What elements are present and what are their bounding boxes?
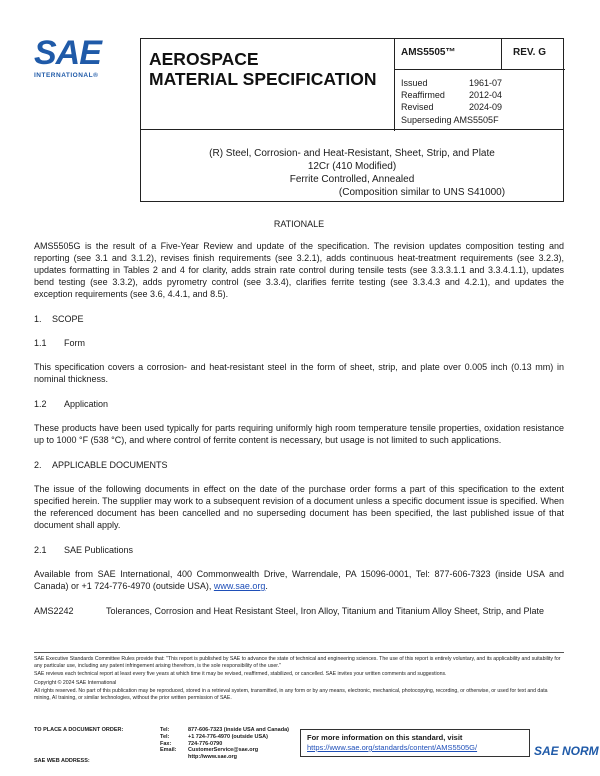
section-text: The issue of the following documents in effect on the date of the purchase order forms a part of this specification to the extent specified herein. The supplier may work to a subsequent revision of a document unless a specific document issue is specified. When the referenced document has been cancelled and no superseding document has been specified, the last published issue of that document shall apply. <box>34 484 564 530</box>
section-heading <box>34 459 564 471</box>
section-heading <box>34 337 564 349</box>
contact-value: 877-606-7323 (inside USA and Canada) <box>188 727 289 733</box>
title-line-1: AEROSPACE <box>149 49 259 69</box>
contact-key: Tel: <box>160 727 170 733</box>
header-divider <box>501 39 502 69</box>
header-divider <box>394 69 565 70</box>
subject-line: Ferrite Controlled, Annealed <box>289 174 415 185</box>
footer-paragraph: SAE reviews each technical report at least every five years at which time it may be revised, reaffirmed, stabilized, or cancelled. SAE invites your written comments and suggestions. <box>34 671 447 678</box>
date-value: 2012-04 <box>469 90 503 100</box>
footer-paragraph: All rights reserved. No part of this publication may be reproduced, stored in a retrieval system, transmitted, in any form or by any means, electronic, mechanical, photocopying, recording, or otherwise, or used for text and data mining, AI training, or similar technologies, without the prior written permission of SAE. <box>34 688 548 701</box>
contact-value: 724-776-0790 <box>188 740 223 747</box>
contact-row <box>160 734 289 741</box>
section-heading <box>34 544 564 556</box>
document-type-title <box>149 49 389 89</box>
date-row-reaffirmed <box>401 89 502 101</box>
legal-footer <box>34 652 564 704</box>
rationale-heading: RATIONALE <box>273 219 325 229</box>
section-title: SAE Publications <box>64 545 134 555</box>
title-line-2: MATERIAL SPECIFICATION <box>149 69 377 89</box>
more-info-box <box>300 729 530 757</box>
contact-row <box>160 727 289 734</box>
section-title: APPLICABLE DOCUMENTS <box>52 460 168 470</box>
date-value: 1961-07 <box>469 78 503 88</box>
section-title: SCOPE <box>52 314 84 324</box>
section-title: Application <box>64 399 109 409</box>
contact-key: Tel: <box>160 733 170 740</box>
sae-logo <box>34 36 124 79</box>
sae-website-link[interactable]: www.sae.org <box>213 581 266 591</box>
web-address-label: SAE WEB ADDRESS: <box>34 758 90 764</box>
document-number: AMS5505™ <box>401 47 456 58</box>
section-heading <box>34 398 564 410</box>
contact-web-link[interactable]: http://www.sae.org <box>188 754 237 761</box>
contact-row <box>160 747 289 754</box>
superseding-note: Superseding AMS5505F <box>401 115 499 125</box>
section-text: These products have been used typically for parts requiring uniformly high room temperature tensile properties, oxidation resistance up to 1000 °F (538 °C), and where control of ferrite content is necessary, but usage is not limited to such applications. <box>34 423 564 445</box>
contact-key: Email: <box>160 747 177 754</box>
section-text-run: . <box>265 581 268 591</box>
order-label: TO PLACE A DOCUMENT ORDER: <box>34 727 124 733</box>
section-text-run: Available from SAE International, 400 Commonwealth Drive, Warrendale, PA 15096-0001, Tel: 877-606-7323 (inside USA and Canada) or +1 724-776-4970 (outside USA), <box>34 569 564 591</box>
contact-email[interactable]: CustomerService@sae.org <box>188 747 259 754</box>
standard-page-link[interactable]: https://www.sae.org/standards/content/AMS5505G/ <box>307 743 478 752</box>
revision-label: REV. G <box>513 47 546 58</box>
more-info-title: For more information on this standard, visit <box>307 733 463 742</box>
contact-key: Fax: <box>160 740 172 747</box>
subject-line: (R) Steel, Corrosion- and Heat-Resistant, Sheet, Strip, and Plate <box>209 148 495 159</box>
date-label: Issued <box>401 78 428 88</box>
date-label: Reaffirmed <box>401 90 445 100</box>
reference-entry <box>34 605 564 617</box>
date-label: Revised <box>401 102 434 112</box>
reference-description: Tolerances, Corrosion and Heat Resistant Steel, Iron Alloy, Titanium and Titanium Alloy Sheet, Strip, and Plate <box>106 606 545 616</box>
document-dates <box>401 77 502 113</box>
section-title: Form <box>64 338 85 348</box>
section-number: 2. <box>34 460 42 470</box>
contact-value: +1 724-776-4970 (outside USA) <box>188 733 268 740</box>
subject-line: (Composition similar to UNS S41000) <box>338 187 506 198</box>
document-body <box>34 218 564 629</box>
contact-row <box>160 754 289 761</box>
copyright-notice: Copyright © 2024 SAE International <box>34 679 117 686</box>
section-text: This specification covers a corrosion- and heat-resistant steel in the form of sheet, strip, and plate over 0.005 inch (0.13 mm) in nominal thickness. <box>34 362 564 384</box>
sae-logo-mark: SAE <box>34 34 101 72</box>
date-row-issued <box>401 77 502 89</box>
date-value: 2024-09 <box>469 102 503 112</box>
reference-code: AMS2242 <box>34 606 74 616</box>
section-number: 1.2 <box>34 399 47 409</box>
contact-key <box>160 754 188 761</box>
footer-rule <box>34 652 564 653</box>
date-row-revised <box>401 101 502 113</box>
sae-logo-subtitle: INTERNATIONAL® <box>34 72 99 79</box>
contact-row <box>160 741 289 748</box>
subject-line: 12Cr (410 Modified) <box>307 161 397 172</box>
document-subject <box>140 130 564 202</box>
rationale-text: AMS5505G is the result of a Five-Year Review and update of the specification. The revision updates composition testing and reporting (see 3.1 and 3.1.2), revises finish requirements (see 3.2.1), adds continuous heat-treatment requirements (see 3.2.3), updates formatting in Tables 2 and 4 for clarity, adds strain rate control during tensile tests (see 3.3.3.1.1 and 3.3.4.1.1), updates bend testing (see 3.3.2), adds pyrometry control (see 3.3.4), clarifies ferrite testing (see 3.3.4.3 and 4.2.1), and updates the exception requirements (see 3.6, 4.4.1, and 8.5). <box>34 241 564 299</box>
watermark-logo: SAE NORM <box>534 744 599 758</box>
footer-paragraph: SAE Executive Standards Committee Rules provide that: "This report is published by SAE to advance the state of technical and engineering sciences. The use of this report is entirely voluntary, and its applicability and suitability for any particular use, including any patent infringement arising therefrom, is the sole responsibility of the user." <box>34 656 561 669</box>
contact-list <box>160 727 289 761</box>
header-divider <box>394 39 395 131</box>
section-text <box>34 568 564 592</box>
document-header <box>140 38 564 130</box>
section-number: 1. <box>34 314 42 324</box>
section-heading <box>34 313 564 325</box>
section-number: 2.1 <box>34 545 47 555</box>
section-number: 1.1 <box>34 338 47 348</box>
